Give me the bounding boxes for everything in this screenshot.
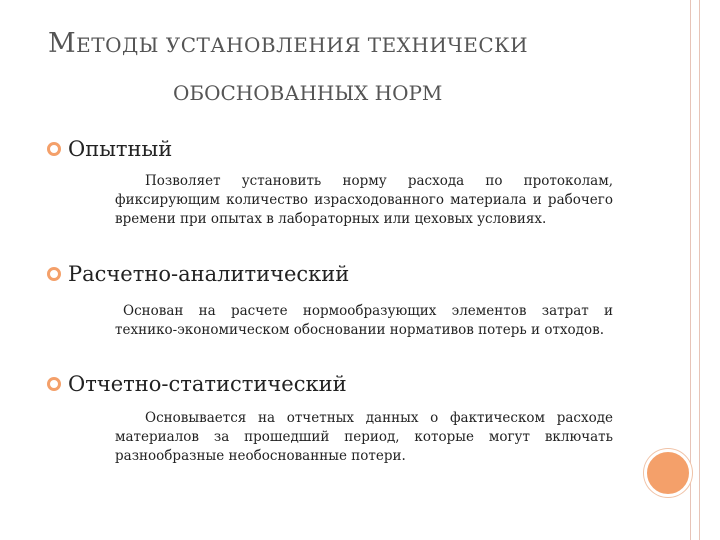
ring-bullet-icon	[46, 141, 62, 157]
right-decorative-stripe	[690, 0, 700, 540]
title-first-letter: М	[48, 28, 77, 59]
orange-circle-decoration	[644, 449, 692, 497]
method-label: Отчетно-статистический	[68, 372, 347, 396]
method-description: Основан на расчете нормообразующих элементов затрат и технико-экономическом обосновании нормативов потерь и отходов.	[115, 303, 613, 338]
slide-title	[48, 28, 668, 105]
ring-bullet-icon	[46, 266, 62, 282]
title-line-2: ОБОСНОВАННЫХ НОРМ	[173, 81, 443, 105]
title-line-1	[48, 28, 668, 59]
method-description: Основывается на отчетных данных о фактическом расходе материалов за прошедший период, которые могут включать разнообразные необоснованные потери.	[115, 410, 613, 464]
method-description: Позволяет установить норму расхода по протоколам, фиксирующим количество израсходованного материала и рабочего времени при опытах в лабораторных или цеховых условиях.	[115, 173, 613, 227]
method-label: Опытный	[68, 137, 173, 161]
method-bullet-statistical	[46, 372, 347, 396]
method-bullet-experimental	[46, 137, 172, 161]
ring-bullet-icon	[46, 376, 62, 392]
method-label: Расчетно-аналитический	[68, 262, 350, 286]
title-line-1-rest: ЕТОДЫ УСТАНОВЛЕНИЯ ТЕХНИЧЕСКИ	[76, 33, 529, 57]
method-bullet-analytical	[46, 262, 349, 286]
